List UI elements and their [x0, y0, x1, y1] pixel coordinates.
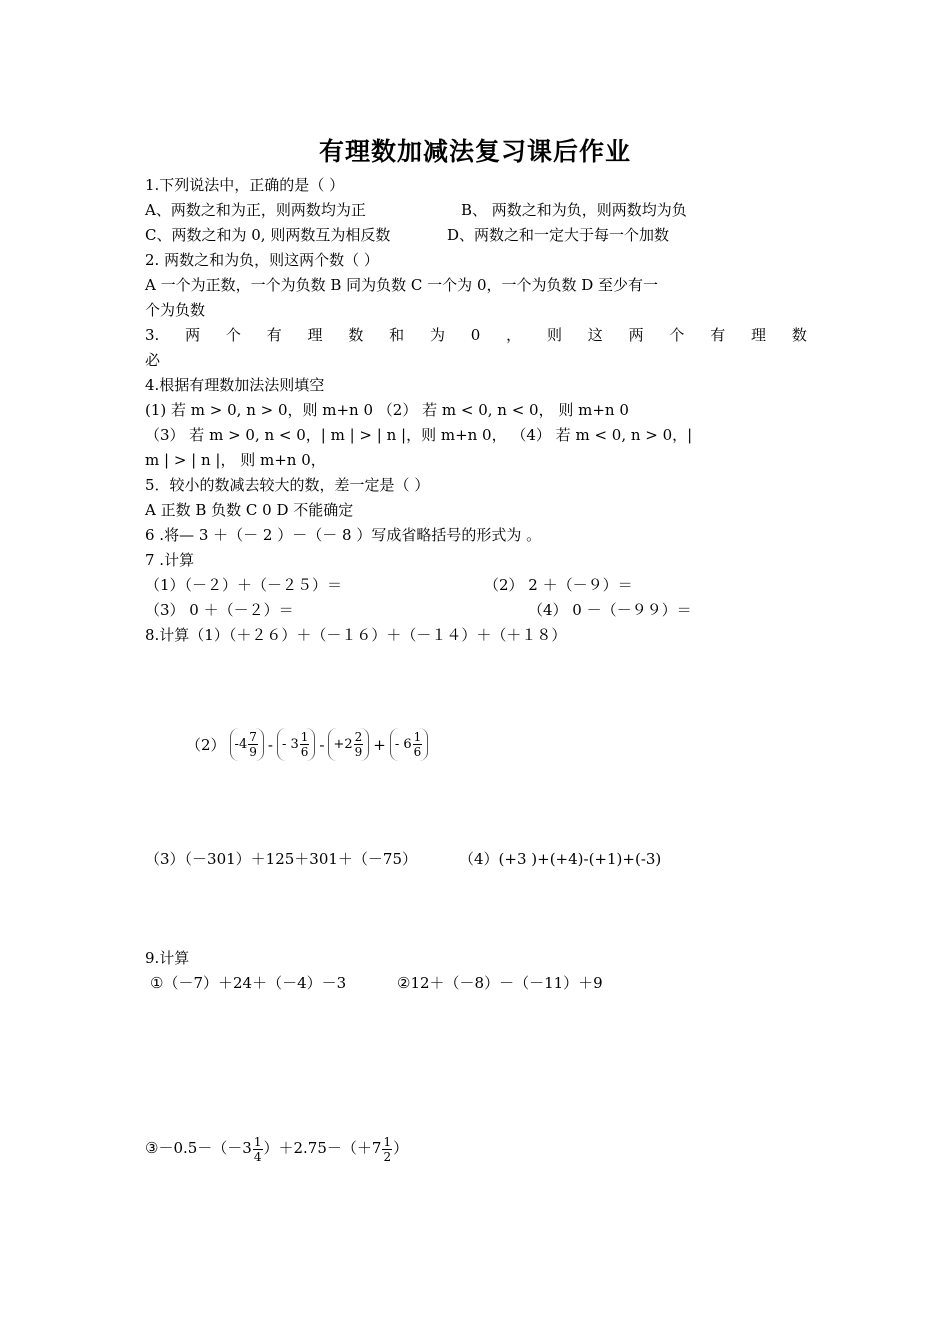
q4-line2: （3） 若 m > 0, n < 0，| m | > | n |，则 m+n 0， （4） 若 m < 0, n > 0，| [145, 426, 693, 444]
q3-word: 理 [751, 326, 767, 344]
q3-word: 这 [587, 326, 603, 344]
q8-term-3 [328, 728, 369, 761]
term-sign: -4 [234, 737, 248, 752]
q9-part3-pre: ③－0.5－（－3 [145, 1139, 252, 1157]
q3-word: 则 [546, 326, 562, 344]
term-sign: - 3 [281, 737, 299, 752]
q3-word: 个 [669, 326, 685, 344]
q3-word: 和 [389, 326, 405, 344]
q7-part3: （3） 0 ＋（－２）＝ [145, 601, 294, 619]
q8-part3: （3）（－301）＋125＋301＋（－75） [145, 850, 418, 868]
q9-part3-post: ） [393, 1139, 409, 1157]
q1-option-a: A、两数之和为正，则两数均为正 [145, 201, 366, 219]
term-sign: - 6 [394, 737, 412, 752]
q3-word: 数 [791, 326, 807, 344]
q9-part1: ①（－7）＋24＋（－4）－3 [150, 974, 347, 992]
q8-stem: 8.计算（1）（＋２６）＋（－１６）＋（－１４）＋（＋１８） [145, 626, 567, 644]
q3-word: 有 [266, 326, 282, 344]
q7-part2: （2） 2 ＋（－９）＝ [484, 576, 633, 594]
q8-term-2 [277, 728, 315, 761]
q5-options: A 正数 B 负数 C 0 D 不能确定 [145, 501, 354, 519]
page-title: 有理数加减法复习课后作业 [318, 137, 631, 166]
q9-stem: 9.计算 [145, 949, 190, 967]
q3-word: 有 [710, 326, 726, 344]
q3-word: 两 [628, 326, 644, 344]
q8-term-4 [390, 728, 428, 761]
q7-part1: （1）（－２）＋（－２５）＝ [145, 576, 343, 594]
q4-line1: (1) 若 m > 0, n > 0，则 m+n 0 （2） 若 m < 0, n < 0， 则 m+n 0 [145, 401, 629, 419]
operator: - [319, 735, 325, 754]
q3-word: 两 [185, 326, 201, 344]
q7-stem: 7 .计算 [145, 551, 195, 569]
q8-term-1 [230, 728, 264, 761]
q8-part4: （4）(+3 )+(+4)-(+1)+(-3) [459, 850, 662, 868]
fraction: $\frac{2}{9}$ [354, 730, 363, 759]
fraction: $\frac{1}{2}$ [383, 1134, 392, 1164]
q8-part2-label: （2） [186, 736, 226, 754]
q1-option-b: B、 两数之和为负，则两数均为负 [461, 201, 687, 219]
q5-stem: 5．较小的数减去较大的数，差一定是（ ） [145, 476, 430, 494]
q8-part2 [186, 728, 428, 761]
operator: + [373, 735, 386, 754]
q2-options-cont: 个为负数 [145, 301, 206, 319]
q9-part3-mid: ）＋2.75－（＋7 [263, 1139, 382, 1157]
q1-stem: 1.下列说法中，正确的是（ ） [145, 176, 345, 194]
q9-part3 [145, 1128, 408, 1168]
fraction: $\frac{1}{6}$ [413, 730, 422, 759]
q6-stem: 6 .将— 3 ＋（－ 2 ）－（－ 8 ）写成省略括号的形式为 。 [145, 526, 542, 544]
q3-word: 理 [307, 326, 323, 344]
q3-stem [145, 324, 807, 346]
operator: - [267, 735, 273, 754]
q7-part4: （4） 0 －（－９９）＝ [528, 601, 692, 619]
q3-word: 3. [145, 326, 160, 344]
q3-word: 个 [225, 326, 241, 344]
q4-line3: m | > | n |， 则 m+n 0， [145, 451, 326, 469]
fraction: $\frac{7}{9}$ [249, 730, 257, 759]
q2-options: A 一个为正数，一个为负数 B 同为负数 C 一个为 0，一个为负数 D 至少有一 [145, 276, 659, 294]
q1-option-c: C、两数之和为 0, 则两数互为相反数 [145, 226, 391, 244]
q4-stem: 4.根据有理数加法法则填空 [145, 376, 325, 394]
q3-word: ， [506, 326, 522, 344]
q3-word: 为 [429, 326, 445, 344]
q2-stem: 2. 两数之和为负，则这两个数（ ） [145, 251, 379, 269]
term-sign: +2 [333, 737, 353, 752]
q3-word: 数 [348, 326, 364, 344]
fraction: $\frac{1}{4}$ [253, 1134, 262, 1164]
q1-option-d: D、两数之和一定大于每一个加数 [447, 226, 670, 244]
fraction: $\frac{1}{6}$ [300, 730, 309, 759]
q3-word: 0 [470, 326, 481, 344]
q3-cont: 必 [145, 351, 161, 369]
q9-part2: ②12＋（－8）－（－11）＋9 [397, 974, 603, 992]
